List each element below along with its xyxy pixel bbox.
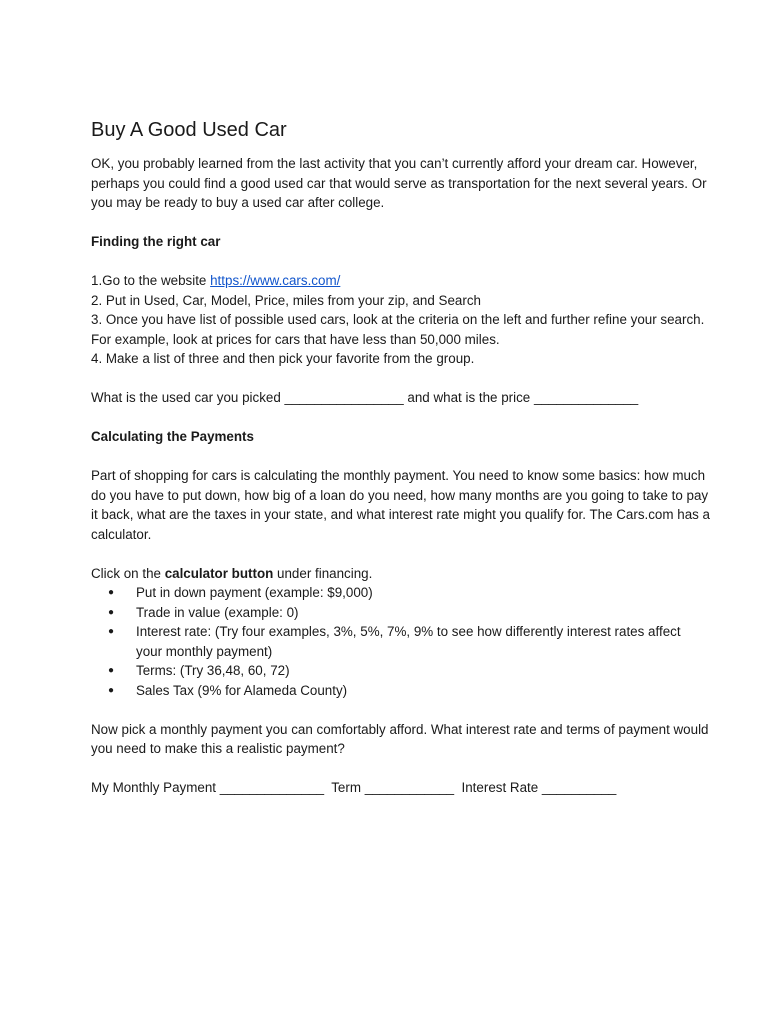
list-item: ● Trade in value (example: 0) [136,603,710,623]
term-blank[interactable]: ____________ [364,780,455,795]
price-blank[interactable]: ______________ [533,390,639,405]
list-item: ● Terms: (Try 36,48, 60, 72) [136,661,710,681]
section-heading-finding: Finding the right car [91,234,221,249]
step-1 [91,271,710,291]
calculator-steps-list [91,583,710,700]
bullet-icon: ● [108,606,115,618]
car-question-part1: What is the used car you picked [91,390,285,405]
bullet-icon: ● [108,626,115,637]
section-heading-payments: Calculating the Payments [91,429,254,444]
list-item: ● Sales Tax (9% for Alameda County) [136,681,710,701]
page-title: Buy A Good Used Car [91,119,287,141]
list-item: ● Put in down payment (example: $9,000) [136,583,710,603]
monthly-payment-blank[interactable]: ______________ [219,780,325,795]
payments-paragraph: Part of shopping for cars is calculating the monthly payment. You need to know some basics: how much do you have to put down, how big of a loan do you need, how many months are you going to take to pay it back, what are the taxes in your state, and what interest rate might you qualify for. The Cars.com has a calculator. [91,468,711,542]
calculator-instruction-suffix: under financing. [273,565,373,581]
monthly-payment-label: My Monthly Payment [91,780,220,795]
closing-paragraph: Now pick a monthly payment you can comfortably afford. What interest rate and terms of payment would you need to make this a realistic payment? [91,721,709,756]
step-4: 4. Make a list of three and then pick your favorite from the group. [91,351,475,366]
bullet-icon: ● [108,684,115,696]
calculator-button-text: calculator button [164,565,274,581]
list-item: ● Interest rate: (Try four examples, 3%, 5%, 7%, 9% to see how differently interest rates affect your monthly payment) [108,624,681,659]
step-3: 3. Once you have list of possible used cars, look at the criteria on the left and further refine your search. For example, look at prices for cars that have less than 50,000 miles. [91,312,705,347]
car-question-part2: and what is the price [403,390,534,405]
cars-website-link[interactable]: https://www.cars.com/ [210,273,341,288]
interest-rate-label: Interest Rate [454,780,542,795]
car-question [91,388,710,408]
final-answer-line [91,778,710,798]
interest-rate-blank[interactable]: __________ [541,780,617,795]
intro-paragraph: OK, you probably learned from the last activity that you can’t currently afford your dream car. However, perhaps you could find a good used car that would serve as transportation for the next several years. Or you may be ready to buy a used car after college. [91,156,707,210]
step-2: 2. Put in Used, Car, Model, Price, miles from your zip, and Search [91,292,481,308]
term-label: Term [324,780,365,795]
bullet-icon: ● [108,587,115,598]
car-blank[interactable]: ________________ [284,390,404,405]
calculator-instruction-prefix: Click on the [91,565,165,581]
calculator-instruction [91,564,710,584]
step-1-text: 1.Go to the website [91,273,211,288]
bullet-icon: ● [108,665,115,676]
